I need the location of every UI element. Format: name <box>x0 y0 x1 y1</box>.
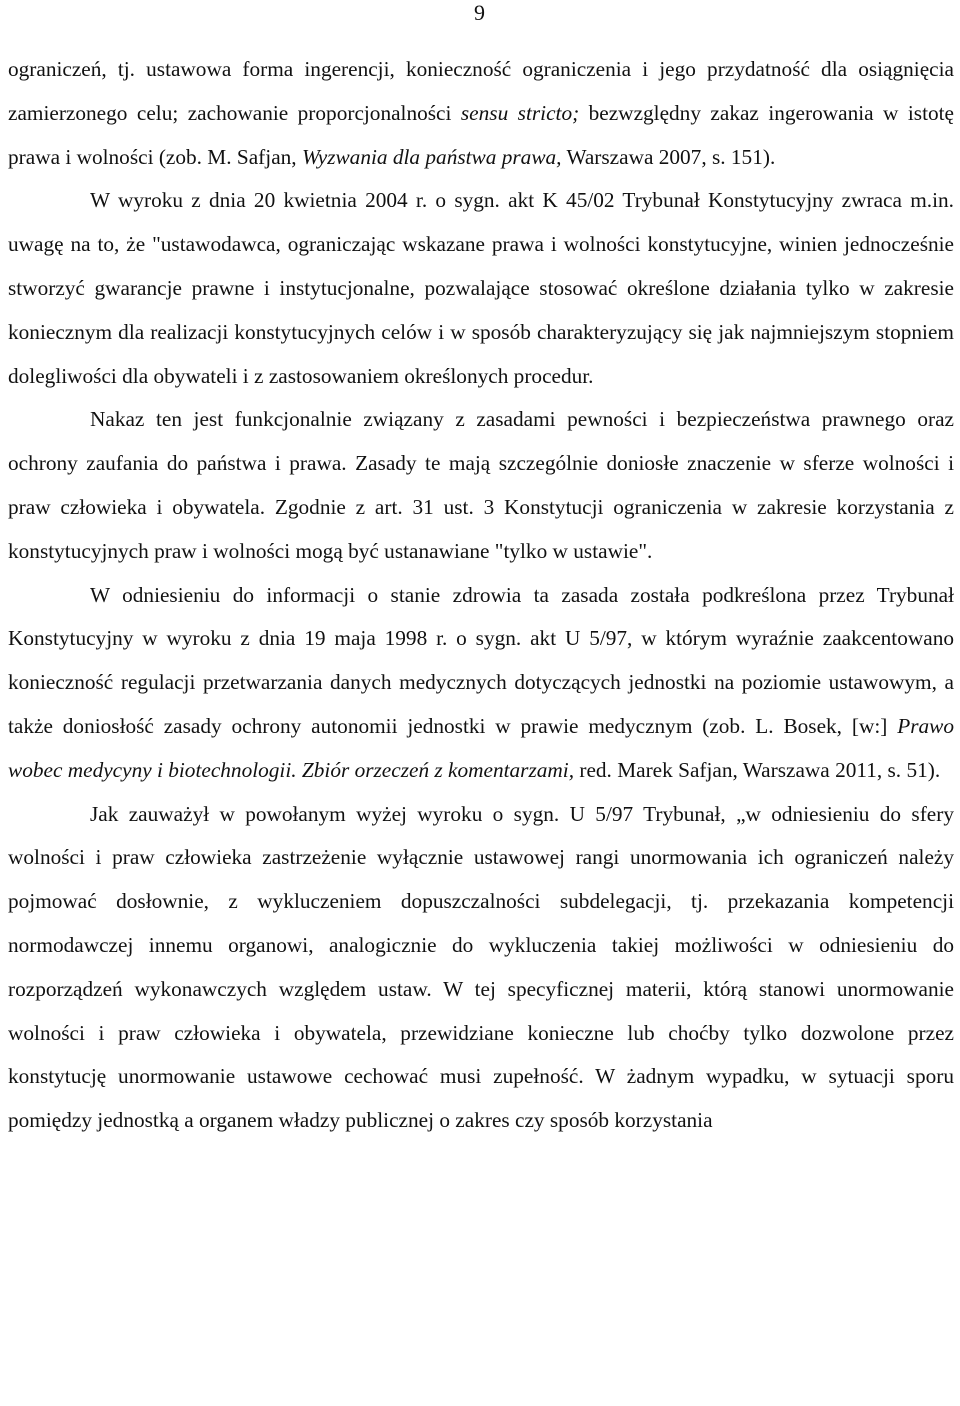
text-run: Nakaz ten jest funkcjonalnie związany z zasadami pewności i bezpieczeństwa prawnego oraz ochrony zaufania do państwa i prawa. Zasady te mają szczególnie doniosłe znaczenie w sferze wolności i praw człowieka i obywatela. Zgodnie z art. 31 ust. 3 Konstytucji ograniczenia w zakresie korzystania z konstytucyjnych praw i wolności mogą być ustanawiane "tylko w ustawie". <box>8 407 954 563</box>
italic-text-run: sensu stricto; <box>460 100 580 125</box>
italic-text-run: Wyzwania dla państwa prawa, <box>301 144 562 169</box>
paragraph <box>8 398 954 573</box>
paragraph <box>8 48 954 179</box>
italic-text-run: Prawo wobec medycyny i biotechnologii. Zbiór orzeczeń z komentarzami, <box>8 713 954 782</box>
text-run: Warszawa 2007, s. 151). <box>561 144 776 169</box>
text-run: red. Marek Safjan, Warszawa 2011, s. 51). <box>574 757 941 782</box>
text-run: bezwzględny zakaz ingerowania w istotę prawa i wolności (zob. M. Safjan, <box>8 100 955 169</box>
paragraph <box>8 793 954 1143</box>
paragraph <box>8 179 954 398</box>
text-run: W wyroku z dnia 20 kwietnia 2004 r. o sygn. akt K 45/02 Trybunał Konstytucyjny zwraca m.in. uwagę na to, że "ustawodawca, ograniczając wskazane prawa i wolności konstytucyjne, winien jednocześnie stworzyć gwarancje prawne i instytucjonalne, pozwalające stosować określone działania tylko w zakresie koniecznym dla realizacji konstytucyjnych celów i w sposób charakteryzujący się jak najmniejszym stopniem dolegliwości dla obywateli i z zastosowaniem określonych procedur. <box>8 188 954 388</box>
document-body <box>8 48 954 1143</box>
text-run: ograniczeń, tj. ustawowa forma ingerencji, konieczność ograniczenia i jego przydatność dla osiągnięcia zamierzonego celu; zachowanie proporcjonalności <box>8 57 954 125</box>
page-number: 9 <box>474 0 485 25</box>
paragraph <box>8 574 954 793</box>
text-run: Jak zauważył w powołanym wyżej wyroku o sygn. U 5/97 Trybunał, „w odniesieniu do sfery wolności i praw człowieka zastrzeżenie wyłącznie ustawowej rangi unormowania ich ograniczeń należy pojmować dosłownie, z wykluczeniem dopuszczalności subdelegacji, tj. przekazania kompetencji normodawczej innemu organowi, analogicznie do wykluczenia takiej możliwości w odniesieniu do rozporządzeń wykonawczych względem ustaw. W tej specyficznej materii, którą stanowi unormowanie wolności i praw człowieka i obywatela, przewidziane konieczne lub choćby tylko dozwolone przez konstytucję unormowanie ustawowe cechować musi zupełność. W żadnym wypadku, w sytuacji sporu pomiędzy jednostką a organem władzy publicznej o zakres czy sposób korzystania <box>8 801 954 1133</box>
text-run: W odniesieniu do informacji o stanie zdrowia ta zasada została podkreślona przez Trybunał Konstytucyjny w wyroku z dnia 19 maja 1998 r. o sygn. akt U 5/97, w którym wyraźnie zaakcentowano konieczność regulacji przetwarzania danych medycznych dotyczących jednostki na poziomie ustawowym, a także doniosłość zasady ochrony autonomii jednostki w prawie medycznym (zob. L. Bosek, [w:] <box>8 582 954 738</box>
